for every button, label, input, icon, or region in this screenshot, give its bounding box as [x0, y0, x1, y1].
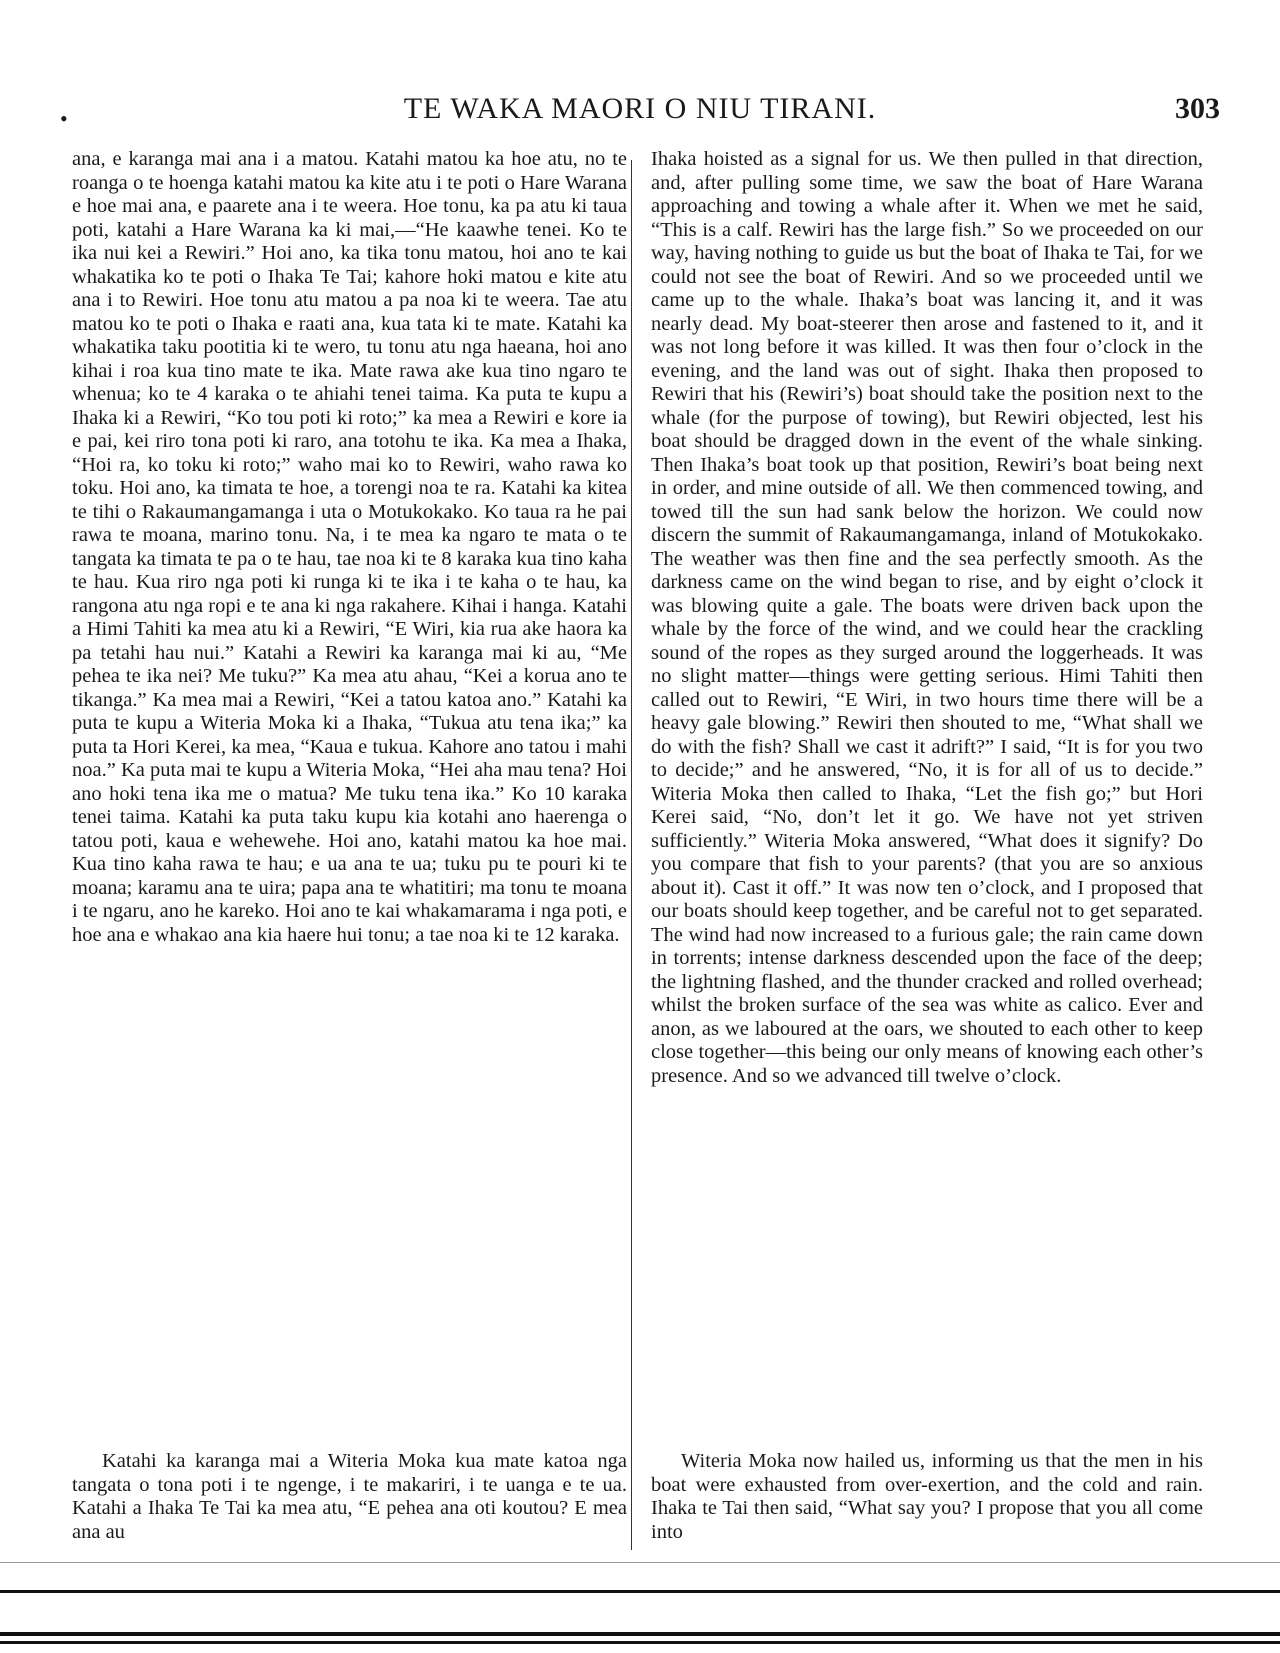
maori-column: [72, 148, 627, 947]
english-continuation: [651, 1450, 1203, 1542]
column-divider: [631, 160, 632, 1550]
english-column: [651, 148, 1203, 1088]
english-next-paragraph: Witeria Moka now hailed us, informing us that the men in his boat were exhausted from over-exertion, and the cold and rain. Ihaka te Tai then said, “What say you? I propose that you all come into: [651, 1450, 1203, 1542]
page-header: [60, 92, 1220, 136]
bullet-mark: •: [60, 106, 68, 131]
page-bottom-rule-thin: [0, 1562, 1280, 1563]
page-bottom-rule-3: [0, 1641, 1280, 1644]
maori-paragraph: ana, e karanga mai ana i a matou. Katahi matou ka hoe atu, no te roanga o te hoenga katahi matou ka kite atu i te poti o Hare Warana e hoe mai ana, e paarete ana i te weera. Hoe tonu, ka pa atu ki taua poti, katahi a Hare Warana ka ki mai,—“He kaawhe tenei. Ko te ika nui kei a Rewiri.” Hoi ano, ka tika tonu matou, hoi ano te kai whakatika ko te poti o Ihaka Te Tai; kahore hoki matou e kite atu ana i to Rewiri. Hoe tonu atu matou a pa noa ki te weera. Tae atu matou ko te poti o Ihaka e raati ana, kua tata ki te mate. Katahi ka whakatika taku pootitia ki te wero, tu tonu atu nga haeana, hoi ano kihai i roa kua tino mate te ika. Mate rawa ake kua tino ngaro te whenua; ko te 4 karaka o te ahiahi tenei taima. Ka puta te kupu a Ihaka ki a Rewiri, “Ko tou poti ki roto;” ka mea a Rewiri e kore ia e pai, kei riro tona poti ki raro, ana totohu te ika. Ka mea a Ihaka, “Hoi ra, ko toku ki roto;” waho mai ko to Rewiri, waho rawa ko toku. Hoi ano, ka timata te hoe, a torengi noa te ra. Katahi ka kitea te tihi o Rakaumangamanga i uta o Motukokako. Ko taua ra he pai rawa te moana, marino tonu. Na, i te mea ka ngaro te mata o te tangata ka timata te pa o te hau, tae noa ki te 8 karaka kua tino kaha te hau. Kua riro nga poti ki runga ki te ika i te kaha o te hau, ka rangona atu nga ropi e te ana ki nga rakahere. Kihai i hanga. Katahi a Himi Tahiti ka mea atu ki a Rewiri, “E Wiri, kia rua ake haora ka pa tetahi hau nui.” Katahi a Rewiri ka karanga mai ki au, “Me pehea te ika nei? Me tuku?” Ka mea atu ahau, “Kei a korua ano te tikanga.” Ka mea mai a Rewiri, “Kei a tatou katoa ano.” Katahi ka puta te kupu a Witeria Moka ki a Ihaka, “Tukua atu tena ika;” ka puta ta Hori Kerei, ka mea, “Kaua e tukua. Kahore ano tatou i mahi noa.” Ka puta mai te kupu a Witeria Moka, “Hei aha mau tena? Hoi ano hoki tena ika me o matua? Me tuku tena ika.” Ko 10 karaka tenei taima. Katahi ka puta taku kupu kia kotahi ano haerenga o tatou poti, kaua e wehewehe. Hoi ano, katahi matou ka hoe mai. Kua tino kaha rawa te hau; e ua ana te ua; tuku pu te pouri ki te moana; karamu ana te uira; papa ana te whatitiri; ma tonu te moana i te ngaru, ano he kareko. Hoi ano te kai whakamarama i nga poti, e hoe ana e whakao ana kia haere hui tonu; a tae noa ki te 12 karaka.: [72, 148, 628, 946]
maori-next-paragraph: Katahi ka karanga mai a Witeria Moka kua mate katoa nga tangata o tona poti i te ngenge, i te makariri, i te uanga e te ua. Katahi a Ihaka Te Tai ka mea atu, “E pehea ana oti koutou? E mea ana au: [72, 1450, 627, 1542]
page-bottom-rule-1: [0, 1590, 1280, 1593]
running-title: TE WAKA MAORI O NIU TIRANI.: [403, 92, 877, 125]
page-bottom-rule-2: [0, 1632, 1280, 1636]
page-number: 303: [1175, 92, 1220, 125]
maori-continuation: [72, 1450, 627, 1542]
english-paragraph: Ihaka hoisted as a signal for us. We then pulled in that direction, and, after pulling some time, we saw the boat of Hare Warana approaching and towing a whale after it. When we met he said, “This is a calf. Rewiri has the large fish.” So we proceeded on our way, having nothing to guide us but the boat of Ihaka te Tai, for we could not see the boat of Rewiri. And so we proceeded until we came up to the whale. Ihaka’s boat was lancing it, and it was nearly dead. My boat-steerer then arose and fastened to it, and it was not long before it was killed. It was then four o’clock in the evening, and the land was out of sight. Ihaka then proposed to Rewiri that his (Rewiri’s) boat should take the position next to the whale (for the purpose of towing), but Rewiri objected, lest his boat should be dragged down in the event of the whale sinking. Then Ihaka’s boat took up that position, Rewiri’s boat being next in order, and mine outside of all. We then commenced towing, and towed till the sun had sank below the horizon. We could now discern the summit of Rakaumangamanga, inland of Motukokako. The weather was then fine and the sea perfectly smooth. As the darkness came on the wind began to rise, and by eight o’clock it was blowing quite a gale. The boats were driven back upon the whale by the force of the wind, and we could hear the crackling sound of the ropes as they surged around the loggerheads. It was no slight matter—things were getting serious. Himi Tahiti then called out to Rewiri, “E Wiri, in two hours time there will be a heavy gale blowing.” Rewiri then shouted to me, “What shall we do with the fish? Shall we cast it adrift?” I said, “It is for you two to decide;” and he answered, “No, it is for all of us to decide.” Witeria Moka then called to Ihaka, “Let the fish go;” but Hori Kerei said, “No, don’t let it go. We have not yet striven sufficiently.” Witeria Moka answered, “What does it signify? Do you compare that fish to your parents? (that you are so anxious about it). Cast it off.” It was now ten o’clock, and I proposed that our boats should keep together, and be careful not to get separated. The wind had now increased to a furious gale; the rain came down in torrents; intense darkness descended upon the face of the deep; the lightning flashed, and the thunder cracked and rolled overhead; whilst the broken surface of the sea was white as calico. Ever and anon, as we laboured at the oars, we shouted to each other to keep close together—this being our only means of knowing each other’s presence. And so we advanced till twelve o’clock.: [651, 148, 1203, 1087]
